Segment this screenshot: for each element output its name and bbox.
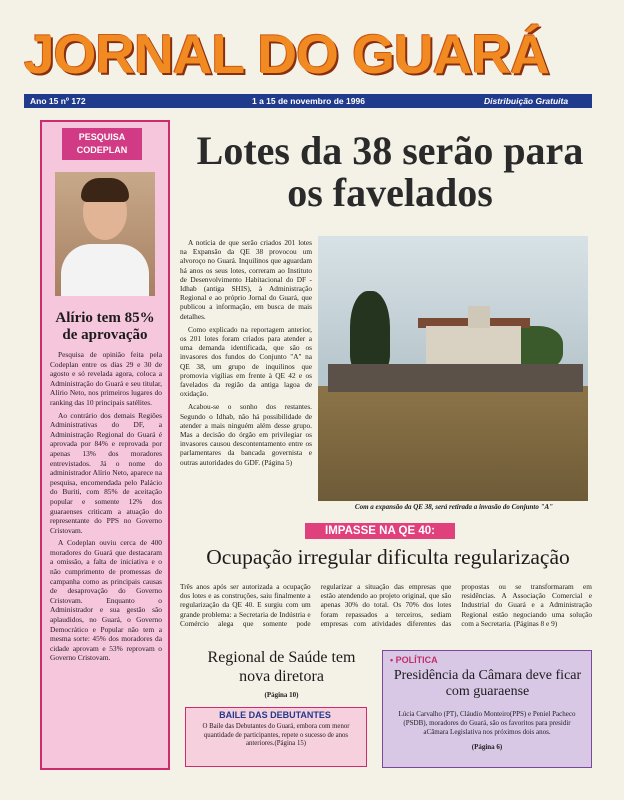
debutantes-text: O Baile das Debutantes do Guará, embora com menor quantidade de participantes, repete o sucesso de anos anteriores.(Página 15) (202, 723, 350, 748)
portrait-photo (55, 172, 155, 296)
debutantes-kicker: BAILE DAS DEBUTANTES (219, 710, 331, 720)
sidebar-article (50, 350, 162, 666)
main-paragraph: Como explicado na reportagem anterior, os 201 lotes foram criados para atender a uma demanda identificada, que são os invasores dos fundos do Conjunto "A" na QE 38, um grupo de inquilinos que promovia vigílias em frente à QE 42 e os favelados da região da antiga lagoa de oxidação. (180, 324, 312, 399)
issue-bar (24, 94, 592, 108)
photo-caption: Com a expansão da QE 38, será retirada a invasão do Conjunto "A" (354, 503, 554, 511)
sidebar-paragraph: Pesquisa de opinião feita pela Codeplan entre os dias 29 e 30 de agosto e só revelada agora, coloca a Administração do Guará e seu titular, Alírio Neto, nos primeiros lugares do ranking das 10 principais satélites. (50, 350, 162, 407)
settlement-photo (318, 236, 588, 501)
main-paragraph: Acabou-se o sonho dos restantes. Segundo o Idhab, não há possibilidade de atender a mais ninguém além desse grupo. Mas a decisão do órgão em privilegiar os invasores causou descontentamento entre os parlamentares da bancada governista e outras autoridades do GDF. (Página 5) (180, 402, 312, 467)
sidebar-paragraph: Ao contrário dos demais Regiões Administrativas do DF, a Administração Regional do Guará é aprovada por 84% e reprovada por apenas 13% dos moradores entrevistados. Já o nome do administrador Alírio Neto, aparece na pesquisa, encomendada pelo Palácio do Buriti, com 85% de aceitação popular e somente 12% dos guaraenses criticam a atuação do representante do PPS no Governo Cristovam. (50, 410, 162, 535)
main-headline: Lotes da 38 serão para os favelados (196, 128, 584, 215)
politica-kicker: • POLÍTICA (390, 655, 438, 665)
impasse-headline: Ocupação irregular dificulta regularização (206, 545, 570, 569)
main-paragraph: A notícia de que serão criados 201 lotes na Expansão da QE 38 provocou um alvoroço no Guará. Inquilinos que aguardam há anos os seus lotes, correram ao Instituto de Desenvolvimento Habitacional do DF - Idhab (antiga SHIS), à Administração Regional e ao próprio Jornal do Guará, que publicou a informação, em busca de mais detalhes. (180, 238, 312, 321)
politica-page-ref: (Página 6) (471, 743, 503, 751)
issue-number: Ano 15 nº 172 (30, 96, 86, 106)
health-headline: Regional de Saúde tem nova diretora (207, 649, 356, 685)
impasse-article: Três anos após ser autorizada a ocupação dos lotes e as construções, saiu finalmente a regularização da QE 40. E surgiu com um grande problema: a Secretaria de Indústria e Comércio alega que somente pode regularizar a situação das empresas que estão atendendo ao projeto original, que são apenas 30% do total. Os 70% dos lotes foram repassados a terceiros, sediam empresas com atividades diferentes das propostas ou se transformaram em residências. A Associação Comercial e Industrial do Guará e a Administração Regional estão negociando uma solução com a Secretaria. (Páginas 8 e 9) (180, 582, 592, 628)
issue-date: 1 a 15 de novembro de 1996 (252, 96, 365, 106)
health-story (200, 648, 363, 705)
sidebar-paragraph: A Codeplan ouviu cerca de 400 moradores do Guará que destacaram a omissão, a falta de iniciativa e o não cumprimento de promessas de campanha como as principais causas de desaprovação do Governo Cristovam. Enquanto o Administrador e sua gestão são aplaudidos, no Guará, o Governo Democrático e Popular não tem a mesma sorte: 45% dos moradores da cidade aprovam e 53% reprovam o Governo Cristovam. (50, 538, 162, 663)
distribution-note: Distribuição Gratuita (484, 96, 569, 106)
main-article (180, 238, 312, 471)
sidebar-headline: Alírio tem 85% de aprovação (55, 310, 155, 343)
health-page-ref: (Página 10) (264, 691, 299, 699)
masthead-title: JORNAL DO GUARÁ (24, 23, 549, 85)
impasse-kicker: IMPASSE NA QE 40: (305, 523, 455, 539)
politica-headline: Presidência da Câmara deve ficar com guaraense (393, 668, 582, 699)
politica-text (392, 710, 582, 752)
sidebar-kicker: PESQUISA CODEPLAN (62, 128, 142, 160)
politica-body: Lúcia Carvalho (PT), Cláudio Monteiro(PPS) e Peniel Pacheco (PSDB), moradores do Guará, são os favoritos para presidir aCâmara Legislativa nos próximos dois anos. (398, 710, 576, 736)
